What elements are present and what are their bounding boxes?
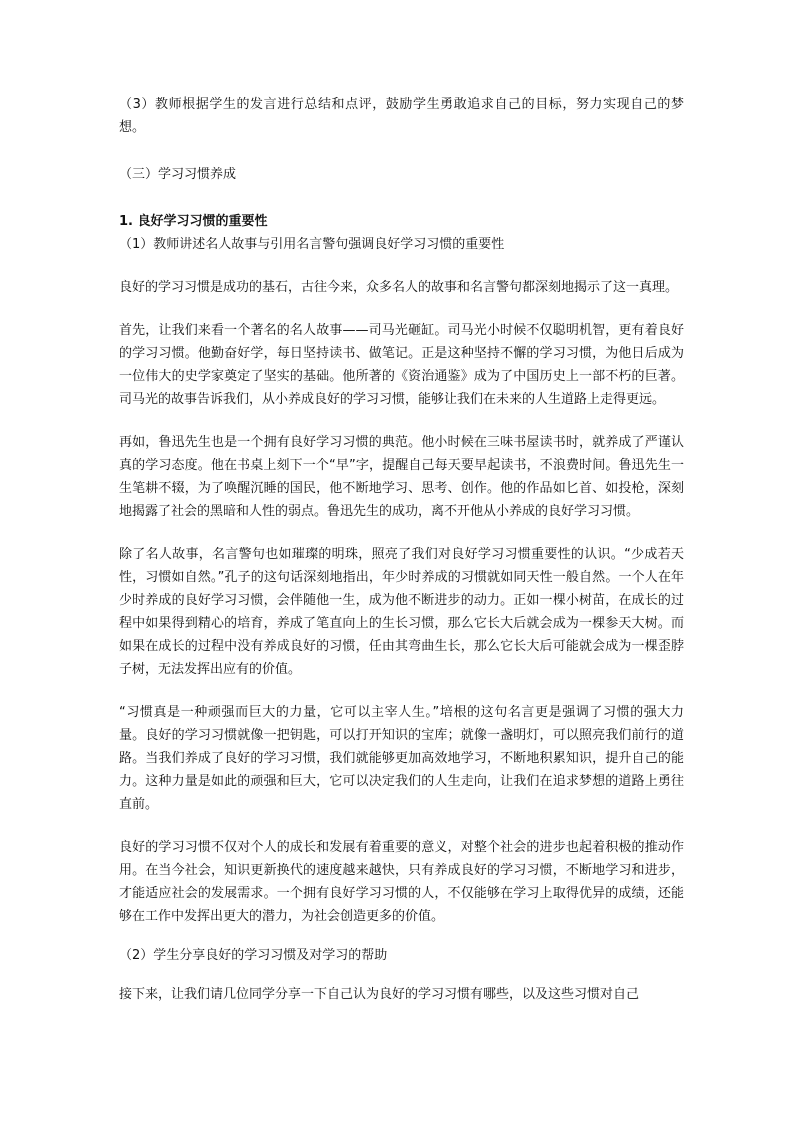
paragraph-quotes-confucius: 除了名人故事，名言警句也如璀璨的明珠，照亮了我们对良好学习习惯重要性的认识。“少成若天性，习惯如自然。”孔子的这句话深刻地指出，年少时养成的习惯就如同天性一般自然。一个人在年少时养成的良好学习习惯，会伴随他一生，成为他不断进步的动力。正如一棵小树苗，在成长的过程中如果得到精心的培育，养成了笔直向上的生长习惯，那么它长大后就会成为一棵参天大树。而如果在成长的过程中没有养成良好的习惯，任由其弯曲生长，那么它长大后可能就会成为一棵歪脖子树，无法发挥出应有的价值。 xyxy=(119,547,684,677)
paragraph-sima-guang: 首先，让我们来看一个著名的名人故事——司马光砸缸。司马光小时候不仅聪明机智，更有着良好的学习习惯。他勤奋好学，每日坚持读书、做笔记。正是这种坚持不懈的学习习惯，为他日后成为一位伟大的史学家奠定了坚实的基础。他所著的《资治通鉴》成为了中国历史上一部不朽的巨著。司马光的故事告诉我们，从小养成良好的学习习惯，能够让我们在未来的人生道路上走得更远。 xyxy=(119,323,684,407)
subheading-teacher-stories: （1）教师讲述名人故事与引用名言警句强调良好学习习惯的重要性 xyxy=(119,237,505,252)
paragraph-quote-bacon: “习惯真是一种顽强而巨大的力量，它可以主宰人生。”培根的这句名言更是强调了习惯的强大力量。良好的学习习惯就像一把钥匙，可以打开知识的宝库；就像一盏明灯，可以照亮我们前行的道路。当我们养成了良好的学习习惯，我们就能够更加高效地学习，不断地积累知识，提升自己的能力。这种力量是如此的顽强和巨大，它可以决定我们的人生走向，让我们在追求梦想的道路上勇往直前。 xyxy=(119,705,684,812)
paragraph-foundation: 良好的学习习惯是成功的基石，古往今来，众多名人的故事和名言警句都深刻地揭示了这一真理。 xyxy=(119,280,679,295)
paragraph-next-share: 接下来，让我们请几位同学分享一下自己认为良好的学习习惯有哪些，以及这些习惯对自己 xyxy=(119,987,640,1002)
subheading-students-share: （2）学生分享良好的学习习惯及对学习的帮助 xyxy=(119,948,388,963)
subheading-importance: 1. 良好学习习惯的重要性 xyxy=(119,214,268,229)
section-heading-study-habits: （三）学习习惯养成 xyxy=(119,167,237,182)
document-page xyxy=(119,93,684,1006)
paragraph-society: 良好的学习习惯不仅对个人的成长和发展有着重要的意义，对整个社会的进步也起着积极的推动作用。在当今社会，知识更新换代的速度越来越快，只有养成良好的学习习惯，不断地学习和进步，才能适应社会的发展需求。一个拥有良好学习习惯的人，不仅能够在学习上取得优异的成绩，还能够在工作中发挥出更大的潜力，为社会创造更多的价值。 xyxy=(119,840,684,924)
paragraph-lu-xun: 再如，鲁迅先生也是一个拥有良好学习习惯的典范。他小时候在三味书屋读书时，就养成了严谨认真的学习态度。他在书桌上刻下一个“早”字，提醒自己每天要早起读书，不浪费时间。鲁迅先生一生笔耕不辍，为了唤醒沉睡的国民，他不断地学习、思考、创作。他的作品如匕首、如投枪，深刻地揭露了社会的黑暗和人性的弱点。鲁迅先生的成功，离不开他从小养成的良好学习习惯。 xyxy=(119,435,684,519)
paragraph-teacher-summary: （3）教师根据学生的发言进行总结和点评，鼓励学生勇敢追求自己的目标，努力实现自己的梦想。 xyxy=(119,97,684,135)
